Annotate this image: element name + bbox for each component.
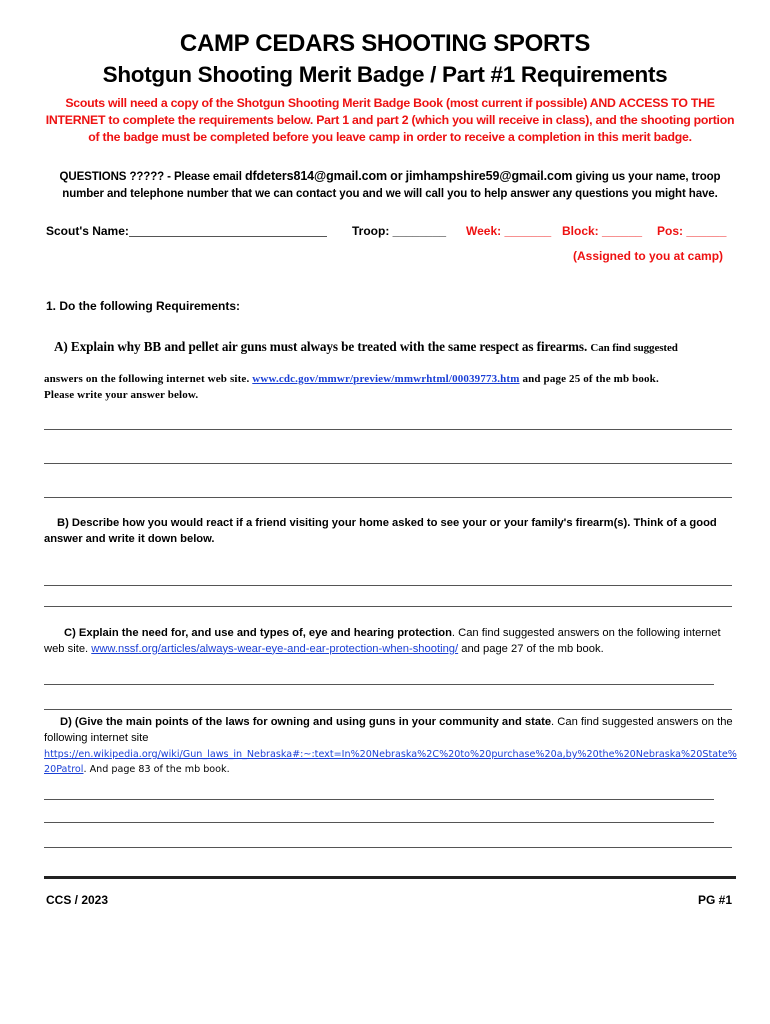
req-d-link[interactable]: https://en.wikipedia.org/wiki/Gun_laws_in_Nebraska#:~:text=In%20Nebraska%2C%20to%20purchase%20a,by%20the%20Nebraska%20State%20Patrol (44, 749, 737, 775)
answer-line[interactable] (44, 847, 732, 848)
answer-line[interactable] (44, 684, 714, 685)
questions-lead: QUESTIONS ????? - Please email (59, 171, 242, 183)
req-a-tail: Can find suggested (590, 342, 678, 354)
req-c-link[interactable]: www.nssf.org/articles/always-wear-eye-and-ear-protection-when-shooting/ (91, 642, 459, 655)
block-field[interactable]: Block: ______ (562, 224, 643, 238)
answer-line[interactable] (44, 585, 732, 586)
page-number: PG #1 (697, 893, 732, 907)
req-a-line3: Please write your answer below. (44, 389, 199, 401)
troop-field[interactable]: Troop: ________ (352, 224, 447, 238)
intro-part2: AND ACCESS TO THE INTERNET to complete the requirements below. Part 1 and part 2 (which you will receive in class), and the shooting portion of the badge must be completed before you leave camp in order to receive a completion in this merit badge. (45, 96, 735, 144)
answer-line[interactable] (44, 429, 732, 430)
req-b: B) Describe how you would react if a friend visiting your home asked to see your or your family's firearm(s). Think of a good answer and write it down below. (44, 517, 717, 545)
req-a-bold: A) Explain why BB and pellet air guns must always be treated with the same respect as firearms. (54, 339, 588, 354)
intro-notice (40, 95, 740, 146)
req-c-bold: C) Explain the need for, and use and types of, eye and hearing protection (64, 627, 452, 639)
questions-or: or (390, 169, 403, 183)
answer-line[interactable] (44, 606, 732, 607)
req-a-line1 (54, 339, 678, 355)
intro-part1: Scouts will need a copy of the Shotgun Shooting Merit Badge Book (most current if possible) (65, 96, 588, 110)
answer-line[interactable] (44, 799, 714, 800)
answer-line[interactable] (44, 497, 732, 498)
footer-divider (44, 876, 736, 879)
req-d-bold: D) (Give the main points of the laws for owning and using guns in your community and state (60, 716, 552, 728)
pos-field[interactable]: Pos: ______ (657, 224, 727, 238)
footer-left: CCS / 2023 (46, 893, 109, 907)
req-c (44, 626, 739, 657)
req-d (44, 715, 739, 746)
email-link-2[interactable]: jimhampshire59@gmail.com (405, 169, 573, 183)
req-d-page: . And page 83 of the mb book. (83, 764, 230, 775)
req-c-page: and page 27 of the mb book. (461, 642, 604, 655)
email-link-1[interactable]: dfdeters814@gmail.com (244, 169, 388, 183)
questions-tail: giving us your name, troop number and telephone number that we can contact you and we will call you to help answer any questions you might have. (62, 171, 721, 200)
requirements-heading: 1. Do the following Requirements: (46, 299, 241, 313)
req-a-sources: answers on the following internet web site. (44, 373, 250, 385)
week-field[interactable]: Week: _______ (466, 224, 552, 238)
req-d-source (44, 747, 738, 777)
scout-name-label: Scout's Name: (46, 224, 129, 238)
page-subtitle: Shotgun Shooting Merit Badge / Part #1 Requirements (102, 62, 668, 87)
answer-line[interactable] (44, 822, 714, 823)
req-a-link[interactable]: www.cdc.gov/mmwr/preview/mmwrhtml/00039773.htm (252, 373, 520, 385)
assigned-note: (Assigned to you at camp) (573, 249, 724, 263)
answer-line[interactable] (44, 463, 732, 464)
req-d-tail: . Can find suggested answers on the following internet site (44, 716, 733, 744)
answer-line[interactable] (44, 709, 732, 710)
questions-contact (40, 168, 740, 203)
req-a-line2 (44, 373, 659, 385)
scout-name-field[interactable] (129, 236, 327, 237)
req-c-tail: . Can find suggested answers on the following internet web site. (44, 627, 721, 655)
page-title: CAMP CEDARS SHOOTING SPORTS (179, 30, 591, 57)
req-a-page: and page 25 of the mb book. (522, 373, 659, 385)
